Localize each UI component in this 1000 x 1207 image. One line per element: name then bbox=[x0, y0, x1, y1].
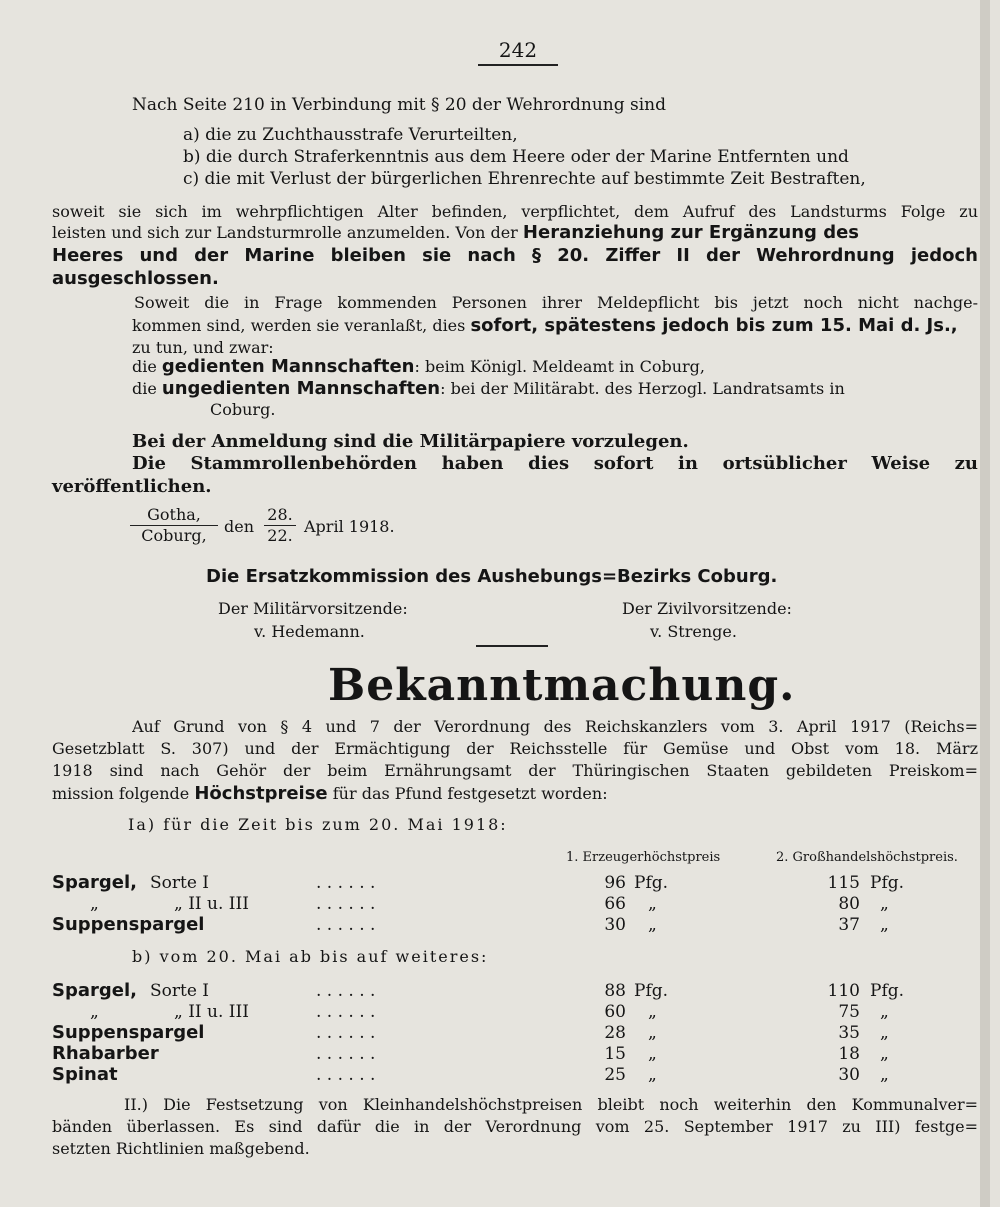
ditto-mark: „ bbox=[90, 894, 99, 914]
page-number: 242 bbox=[498, 38, 538, 62]
served-prefix: die bbox=[132, 357, 157, 376]
wholesale-unit: „ bbox=[880, 1002, 889, 1022]
served-office: : beim Königl. Meldeamt in Coburg, bbox=[414, 357, 705, 376]
ditto-mark: „ bbox=[90, 1002, 99, 1022]
dateline-days bbox=[264, 505, 296, 546]
producer-price: 96 bbox=[604, 873, 626, 893]
notice-publish-line-2: veröffentlichen. bbox=[52, 476, 212, 497]
leader-dots: . . . . . . bbox=[316, 894, 376, 914]
announcement-line-3: 1918 sind nach Gehör der beim Ernährungsamt der Thüringischen Staaten gebildeten Preiskom= bbox=[52, 761, 978, 780]
wholesale-price: 35 bbox=[838, 1023, 860, 1043]
producer-unit: „ bbox=[648, 915, 657, 935]
civil-chair-name: v. Strenge. bbox=[650, 622, 737, 641]
wholesale-price: 110 bbox=[827, 981, 860, 1001]
announcement-title: Bekanntmachung. bbox=[328, 660, 796, 711]
producer-unit: „ bbox=[648, 894, 657, 914]
column-header-producer: 1. Erzeugerhöchstpreis bbox=[566, 850, 721, 865]
wholesale-price: 80 bbox=[838, 894, 860, 914]
announcement-line-2: Gesetzblatt S. 307) und der Ermächtigung der Reichsstelle für Gemüse und Obst vom 18. März bbox=[52, 739, 978, 758]
paragraph-2-line-2 bbox=[132, 315, 958, 337]
producer-unit: „ bbox=[648, 1023, 657, 1043]
announcement-line-4 bbox=[52, 783, 608, 805]
period-a-heading: Ia) für die Zeit bis zum 20. Mai 1918: bbox=[128, 815, 508, 834]
dateline-cities bbox=[130, 505, 218, 546]
producer-price: 88 bbox=[604, 981, 626, 1001]
wholesale-price: 37 bbox=[838, 915, 860, 935]
wholesale-unit: „ bbox=[880, 894, 889, 914]
paragraph-1-line-2-text: leisten und sich zur Landsturmrolle anzumelden. Von der bbox=[52, 223, 518, 242]
leader-dots: . . . . . . bbox=[316, 873, 376, 893]
unserved-line bbox=[132, 378, 845, 400]
wholesale-unit: Pfg. bbox=[870, 981, 905, 1001]
wholesale-unit: Pfg. bbox=[870, 873, 905, 893]
footer-line-2: bänden überlassen. Es sind dafür die in der Verordnung vom 25. September 1917 zu III) festge= bbox=[52, 1117, 978, 1136]
civil-chair-role: Der Zivilvorsitzende: bbox=[622, 599, 792, 618]
day-bottom: 22. bbox=[264, 525, 296, 546]
producer-price: 25 bbox=[604, 1065, 626, 1085]
period-b-heading: b) vom 20. Mai ab bis auf weiteres: bbox=[132, 947, 489, 966]
paragraph-2-line-1: Soweit die in Frage kommenden Personen ihrer Meldepflicht bis jetzt noch nicht nachge- bbox=[134, 293, 978, 312]
paragraph-2-line-2-text: kommen sind, werden sie veranlaßt, dies bbox=[132, 316, 466, 335]
product-sort: Sorte I bbox=[150, 981, 210, 1001]
intro-item-b: b) die durch Straferkenntnis aus dem Heere oder der Marine Entfernten und bbox=[183, 147, 849, 167]
product-name: Spargel, bbox=[52, 872, 137, 893]
wholesale-price: 18 bbox=[838, 1044, 860, 1064]
intro-lead: Nach Seite 210 in Verbindung mit § 20 der Wehrordnung sind bbox=[132, 95, 666, 115]
announcement-line-4-a: mission folgende bbox=[52, 784, 190, 803]
paragraph-1-line-2 bbox=[52, 222, 859, 244]
product-name: Suppenspargel bbox=[52, 1022, 205, 1043]
paragraph-1-emphasis: Heranziehung zur Ergänzung des bbox=[522, 222, 859, 243]
announcement-line-4-c: für das Pfund festgesetzt worden: bbox=[332, 784, 608, 803]
wholesale-price: 75 bbox=[838, 1002, 860, 1022]
producer-price: 30 bbox=[604, 915, 626, 935]
city-bottom: Coburg, bbox=[130, 525, 218, 546]
section-divider bbox=[476, 645, 548, 647]
leader-dots: . . . . . . bbox=[316, 1044, 376, 1064]
leader-dots: . . . . . . bbox=[316, 1065, 376, 1085]
page-edge bbox=[980, 0, 990, 1207]
producer-price: 60 bbox=[604, 1002, 626, 1022]
city-top: Gotha, bbox=[147, 505, 201, 524]
product-name: Suppenspargel bbox=[52, 914, 205, 935]
footer-line-1: II.) Die Festsetzung von Kleinhandelshöchstpreisen bleibt noch weiterhin den Kommunalver= bbox=[124, 1095, 978, 1114]
intro-item-c: c) die mit Verlust der bürgerlichen Ehrenrechte auf bestimmte Zeit Bestraften, bbox=[183, 169, 866, 189]
producer-price: 66 bbox=[604, 894, 626, 914]
dateline-den: den bbox=[224, 517, 255, 536]
producer-unit: „ bbox=[648, 1002, 657, 1022]
max-prices-emphasis: Höchstpreise bbox=[194, 783, 328, 804]
leader-dots: . . . . . . bbox=[316, 1002, 376, 1022]
served-line bbox=[132, 356, 705, 378]
leader-dots: . . . . . . bbox=[316, 915, 376, 935]
unserved-continuation: Coburg. bbox=[210, 400, 276, 419]
unserved-prefix: die bbox=[132, 379, 157, 398]
product-name: Spinat bbox=[52, 1064, 118, 1085]
intro-item-a: a) die zu Zuchthausstrafe Verurteilten, bbox=[183, 125, 518, 145]
wholesale-unit: „ bbox=[880, 915, 889, 935]
military-chair-role: Der Militärvorsitzende: bbox=[218, 599, 408, 618]
page-number-rule bbox=[478, 64, 558, 66]
wholesale-unit: „ bbox=[880, 1023, 889, 1043]
wholesale-unit: „ bbox=[880, 1044, 889, 1064]
producer-price: 15 bbox=[604, 1044, 626, 1064]
unserved-office: : bei der Militärabt. des Herzogl. Landratsamts in bbox=[440, 379, 845, 398]
unserved-men: ungedienten Mannschaften bbox=[161, 378, 441, 399]
footer-line-3: setzten Richtlinien maßgebend. bbox=[52, 1139, 310, 1158]
paragraph-1-line-4: ausgeschlossen. bbox=[52, 268, 219, 289]
producer-unit: „ bbox=[648, 1065, 657, 1085]
product-name: Rhabarber bbox=[52, 1043, 159, 1064]
wholesale-price: 115 bbox=[827, 873, 860, 893]
product-sort: „ II u. III bbox=[174, 894, 249, 914]
product-sort: „ II u. III bbox=[174, 1002, 249, 1022]
notice-publish-line-1: Die Stammrollenbehörden haben dies sofort in ortsüblicher Weise zu bbox=[132, 453, 978, 474]
producer-price: 28 bbox=[604, 1023, 626, 1043]
deadline-emphasis: sofort, spätestens jedoch bis zum 15. Mai d. Js., bbox=[470, 315, 958, 336]
producer-unit: „ bbox=[648, 1044, 657, 1064]
paragraph-1-line-1: soweit sie sich im wehrpflichtigen Alter befinden, verpflichtet, dem Aufruf des Landsturms Folge zu bbox=[52, 202, 978, 221]
producer-unit: Pfg. bbox=[634, 981, 669, 1001]
wholesale-price: 30 bbox=[838, 1065, 860, 1085]
wholesale-unit: „ bbox=[880, 1065, 889, 1085]
day-top: 28. bbox=[267, 505, 293, 524]
leader-dots: . . . . . . bbox=[316, 981, 376, 1001]
column-header-wholesale: 2. Großhandelshöchstpreis. bbox=[776, 850, 958, 865]
served-men: gedienten Mannschaften bbox=[161, 356, 415, 377]
leader-dots: . . . . . . bbox=[316, 1023, 376, 1043]
military-chair-name: v. Hedemann. bbox=[254, 622, 365, 641]
commission-title: Die Ersatzkommission des Aushebungs=Bezirks Coburg. bbox=[206, 566, 778, 587]
product-sort: Sorte I bbox=[150, 873, 210, 893]
dateline-month-year: April 1918. bbox=[304, 517, 395, 536]
paragraph-1-line-3: Heeres und der Marine bleiben sie nach § 20. Ziffer II der Wehrordnung jedoch bbox=[52, 245, 978, 266]
product-name: Spargel, bbox=[52, 980, 137, 1001]
announcement-line-1: Auf Grund von § 4 und 7 der Verordnung des Reichskanzlers vom 3. April 1917 (Reichs= bbox=[132, 717, 978, 736]
producer-unit: Pfg. bbox=[634, 873, 669, 893]
notice-papers: Bei der Anmeldung sind die Militärpapiere vorzulegen. bbox=[132, 431, 689, 452]
paragraph-2-line-3: zu tun, und zwar: bbox=[132, 338, 274, 357]
